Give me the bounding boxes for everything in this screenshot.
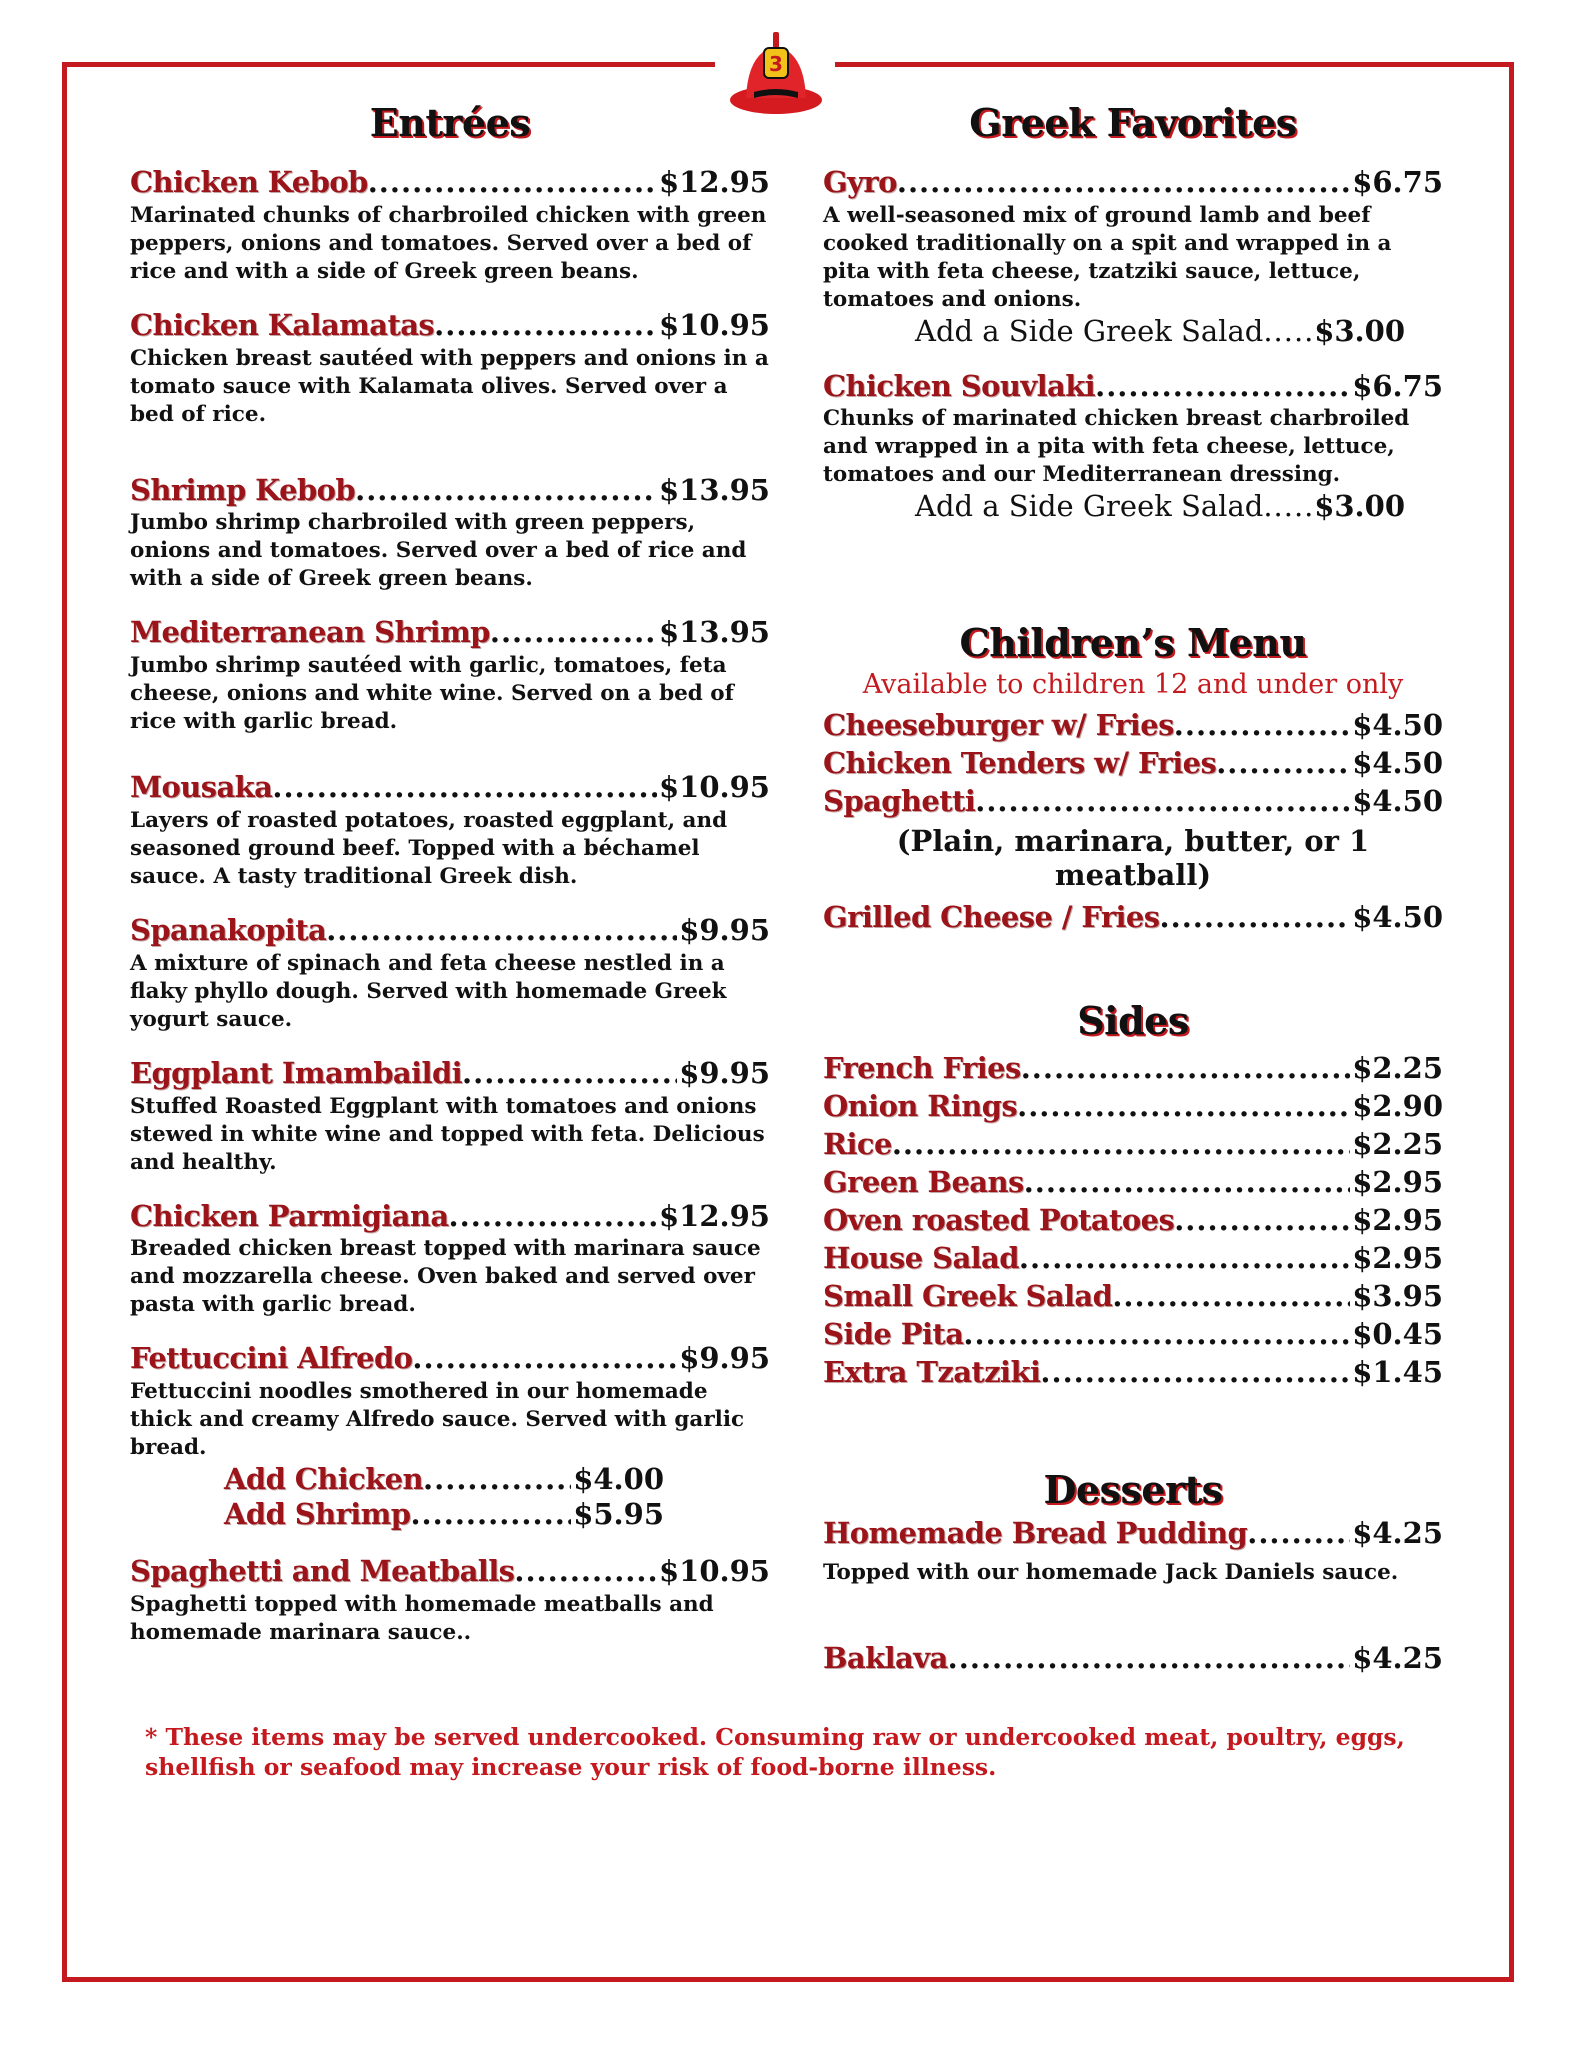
food-safety-disclaimer: * These items may be served undercooked. Consuming raw or undercooked meat, poultry, eggs, shellfish or seafood may increase your risk of food-borne illness. [145, 1722, 1405, 1781]
menu-item [130, 308, 770, 429]
menu-item [823, 1516, 1443, 1551]
item-price: $4.25 [1352, 1516, 1443, 1551]
item-price: $2.90 [1352, 1089, 1443, 1124]
childrens-menu-section [823, 620, 1443, 936]
item-name: Side Pita [823, 1317, 964, 1352]
item-description: Breaded chicken breast topped with marinara sauce and mozzarella cheese. Oven baked and served over pasta with garlic bread. [130, 1236, 761, 1318]
leader-dots [355, 473, 657, 508]
leader-dots [897, 165, 1350, 200]
desserts-title: Desserts [1043, 1467, 1223, 1513]
item-description: A mixture of spinach and feta cheese nestled in a flaky phyllo dough. Served with homemade Greek yogurt sauce. [130, 950, 727, 1032]
menu-item [823, 1125, 1443, 1163]
item-name: Mousaka [130, 770, 273, 805]
item-price: $9.95 [679, 1341, 770, 1376]
item-price: $6.75 [1352, 368, 1443, 403]
leader-dots [1019, 1239, 1350, 1277]
leader-dots [1112, 1277, 1350, 1315]
item-price: $2.25 [1352, 1127, 1443, 1162]
item-description: Topped with our homemade Jack Daniels sauce. [823, 1559, 1399, 1585]
menu-item [130, 1199, 770, 1320]
menu-item [823, 1201, 1443, 1239]
leader-dots [1263, 314, 1312, 349]
menu-item [823, 706, 1443, 744]
leader-dots [963, 1315, 1350, 1353]
item-name: Eggplant Imambaildi [130, 1055, 463, 1090]
childrens-menu-note: Available to children 12 and under only [862, 669, 1404, 701]
item-name: Oven roasted Potatoes [823, 1203, 1175, 1238]
leader-dots [1024, 1163, 1350, 1201]
menu-item [130, 615, 770, 736]
item-name: Extra Tzatziki [823, 1355, 1041, 1390]
menu-item [823, 1087, 1443, 1125]
menu-item [130, 770, 770, 891]
item-name: Chicken Kebob [130, 165, 368, 199]
leader-dots [1017, 1087, 1350, 1125]
item-description: Layers of roasted potatoes, roasted eggplant, and seasoned ground beef. Topped with a béchamel sauce. A tasty traditional Greek dish. [130, 807, 728, 889]
leader-dots [1174, 706, 1350, 744]
sides-title: Sides [1077, 998, 1189, 1044]
menu-item [823, 782, 1443, 820]
item-description: Chunks of marinated chicken breast charbroiled and wrapped in a pita with feta cheese, lettuce, tomatoes and our Mediterranean dressing. [823, 406, 1410, 488]
entrees-title: Entrées [369, 100, 531, 145]
leader-dots [368, 165, 657, 200]
addon-name: Add a Side Greek Salad [915, 489, 1264, 524]
item-price: $4.50 [1352, 746, 1443, 781]
item-name: Shrimp Kebob [130, 472, 356, 507]
item-name: Chicken Kalamatas [130, 307, 435, 342]
item-price: $4.25 [1352, 1640, 1443, 1675]
leader-dots [1021, 1049, 1351, 1087]
leader-dots [490, 615, 657, 650]
item-price: $10.95 [659, 770, 770, 805]
item-price: $13.95 [659, 472, 770, 507]
item-price: $9.95 [679, 912, 770, 947]
addon-name: Add Shrimp [224, 1496, 411, 1531]
menu-item [130, 1056, 770, 1177]
right-column [823, 100, 1443, 1676]
item-price: $4.50 [1352, 708, 1443, 743]
addon-name: Add a Side Greek Salad [915, 313, 1264, 348]
item-price: $4.50 [1352, 900, 1443, 935]
leader-dots [423, 1462, 571, 1497]
menu-item [823, 898, 1443, 936]
menu-item [823, 165, 1443, 349]
menu-item [823, 369, 1443, 525]
item-name: Spaghetti [823, 784, 976, 819]
addon-price: $3.00 [1314, 489, 1405, 524]
leader-dots [975, 782, 1350, 820]
item-name: Baklava [823, 1640, 948, 1675]
leader-dots [1095, 369, 1350, 404]
logo-number: 3 [769, 52, 783, 76]
item-price: $2.95 [1352, 1165, 1443, 1200]
item-price: $2.95 [1352, 1203, 1443, 1238]
item-name: Fettuccini Alfredo [130, 1341, 413, 1376]
menu-item [823, 1239, 1443, 1277]
item-description: A well-seasoned mix of ground lamb and beef cooked traditionally on a spit and wrapped in a pita with feta cheese, tzatziki sauce, lettuce, tomatoes and onions. [823, 202, 1392, 312]
item-description: Marinated chunks of charbroiled chicken with green peppers, onions and tomatoes. Served over a bed of rice and with a side of Greek green beans. [130, 202, 767, 284]
leader-dots [1174, 1201, 1350, 1239]
item-name: Cheeseburger w/ Fries [823, 708, 1174, 743]
leader-dots [462, 1056, 677, 1091]
leader-dots [1040, 1353, 1350, 1391]
leader-dots [410, 1497, 571, 1532]
item-description: Jumbo shrimp sautéed with garlic, tomatoes, feta cheese, onions and white wine. Served on a bed of rice with garlic bread. [130, 653, 734, 735]
menu-item [130, 1554, 770, 1647]
item-name: Mediterranean Shrimp [130, 615, 490, 650]
item-price: $10.95 [659, 1553, 770, 1588]
item-description: Chicken breast sautéed with peppers and onions in a tomato sauce with Kalamata olives. Served over a bed of rice. [130, 345, 769, 427]
item-description: Fettuccini noodles smothered in our homemade thick and creamy Alfredo sauce. Served with garlic bread. [130, 1379, 745, 1461]
item-name: Gyro [823, 165, 897, 199]
childrens-menu-title: Children’s Menu [959, 620, 1307, 666]
addon-price: $3.00 [1314, 313, 1405, 348]
leader-dots [892, 1125, 1350, 1163]
menu-item [823, 744, 1443, 782]
item-description: Jumbo shrimp charbroiled with green peppers, onions and tomatoes. Served over a bed of rice and with a side of Greek green beans. [130, 510, 747, 592]
entrees-section [130, 100, 770, 1669]
leader-dots [434, 308, 657, 343]
greek-favorites-title: Greek Favorites [969, 100, 1297, 145]
menu-item [823, 1641, 1443, 1676]
menu-item [130, 913, 770, 1034]
item-price: $3.95 [1352, 1279, 1443, 1314]
item-name: Homemade Bread Pudding [823, 1516, 1248, 1551]
menu-item [823, 1353, 1443, 1391]
item-description: Spaghetti topped with homemade meatballs and homemade marinara sauce.. [130, 1591, 714, 1645]
sides-section [823, 998, 1443, 1391]
item-name: Chicken Parmigiana [130, 1198, 449, 1233]
item-price: $0.45 [1352, 1317, 1443, 1352]
addon-price: $5.95 [573, 1496, 664, 1531]
item-price: $13.95 [659, 615, 770, 650]
leader-dots [449, 1199, 657, 1234]
menu-item [130, 1341, 770, 1531]
item-price: $9.95 [679, 1055, 770, 1090]
item-name: Onion Rings [823, 1089, 1018, 1124]
item-price: $6.75 [1352, 165, 1443, 199]
addon-row [915, 314, 1405, 349]
item-description: Stuffed Roasted Eggplant with tomatoes and onions stewed in white wine and topped with feta. Delicious and healthy. [130, 1093, 765, 1175]
item-price: $1.45 [1352, 1355, 1443, 1390]
item-name: Spaghetti and Meatballs [130, 1553, 515, 1588]
item-name: Chicken Souvlaki [823, 368, 1096, 403]
leader-dots [1216, 744, 1350, 782]
addon-price: $4.00 [573, 1462, 664, 1497]
addon-name: Add Chicken [224, 1462, 424, 1497]
menu-item [823, 1049, 1443, 1087]
item-name: Rice [823, 1127, 892, 1162]
item-name: Green Beans [823, 1165, 1024, 1200]
leader-dots [1263, 489, 1312, 524]
item-price: $4.50 [1352, 784, 1443, 819]
leader-dots [948, 1641, 1351, 1676]
item-name: Small Greek Salad [823, 1279, 1113, 1314]
leader-dots [1247, 1516, 1350, 1551]
item-name: House Salad [823, 1241, 1019, 1276]
addon-row [224, 1497, 664, 1532]
leader-dots [514, 1554, 657, 1589]
item-name: Grilled Cheese / Fries [823, 900, 1160, 935]
item-price: $2.25 [1352, 1051, 1443, 1086]
menu-item [130, 165, 770, 286]
item-price: $12.95 [659, 1198, 770, 1233]
item-name: Spanakopita [130, 912, 327, 947]
item-price: $12.95 [659, 165, 770, 199]
spaghetti-options: (Plain, marinara, butter, or 1 meatball) [896, 824, 1370, 893]
item-price: $10.95 [659, 307, 770, 342]
desserts-section [823, 1467, 1443, 1676]
item-name: Chicken Tenders w/ Fries [823, 746, 1217, 781]
leader-dots [272, 770, 657, 805]
leader-dots [326, 913, 677, 948]
menu-item [823, 1163, 1443, 1201]
menu-item [130, 473, 770, 594]
item-name: French Fries [823, 1051, 1021, 1086]
addon-row [915, 489, 1405, 524]
leader-dots [412, 1341, 677, 1376]
menu-item [823, 1315, 1443, 1353]
item-price: $2.95 [1352, 1241, 1443, 1276]
leader-dots [1160, 898, 1351, 936]
addon-row [224, 1462, 664, 1497]
menu-item [823, 1277, 1443, 1315]
